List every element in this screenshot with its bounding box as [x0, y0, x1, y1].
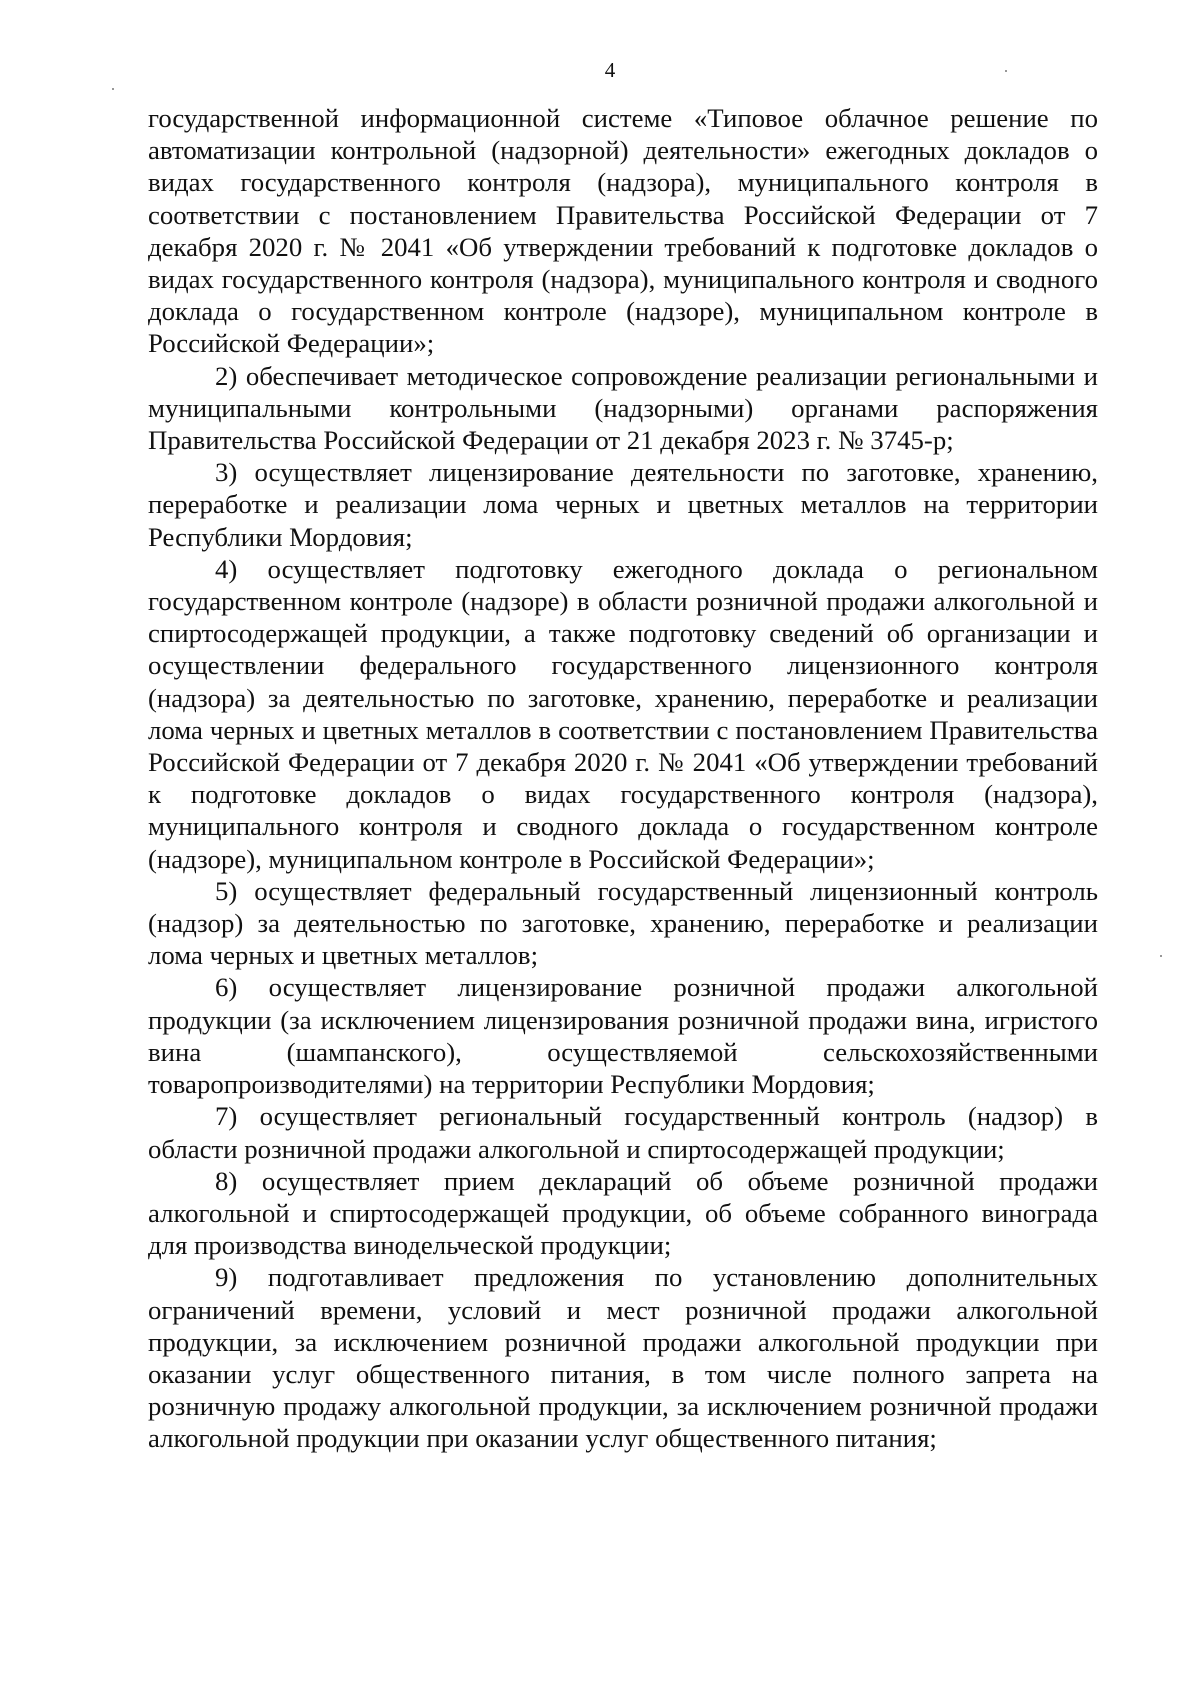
- scan-speck: [1005, 70, 1007, 72]
- paragraph-item-2: 2) обеспечивает методическое сопровождение реализации региональными и муниципальными контрольными (надзорными) органами распоряжения Правительства Российской Федерации от 21 декабря 2023 г. № 3745-р;: [148, 360, 1098, 456]
- paragraph-item-6: 6) осуществляет лицензирование розничной продажи алкогольной продукции (за исключением лицензирования розничной продажи вина, игристого вина (шампанского), осуществляемой сельскохозяйственными товаропроизводителями) на территории Республики Мордовия;: [148, 972, 1098, 1100]
- paragraph-item-3: 3) осуществляет лицензирование деятельности по заготовке, хранению, переработке и реализации лома черных и цветных металлов на территории Республики Мордовия;: [148, 457, 1098, 552]
- paragraph-item-8: 8) осуществляет прием деклараций об объеме розничной продажи алкогольной и спиртосодержащей продукции, об объеме собранного винограда для производства винодельческой продукции;: [148, 1165, 1098, 1261]
- scan-speck: [112, 88, 114, 90]
- scan-speck: [1160, 955, 1162, 957]
- document-body: [148, 102, 1098, 1455]
- paragraph-item-4: 4) осуществляет подготовку ежегодного доклада о региональном государственном контроле (надзоре) в области розничной продажи алкогольной и спиртосодержащей продукции, а также подготовку сведений об организации и осуществлении федерального государственного лицензионного контроля (надзора) за деятельностью по заготовке, хранению, переработке и реализации лома черных и цветных металлов в соответствии с постановлением Правительства Российской Федерации от 7 декабря 2020 г. № 2041 «Об утверждении требований к подготовке докладов о видах государственного контроля (надзора), муниципального контроля и сводного доклада о государственном контроле (надзоре), муниципальном контроле в Российской Федерации»;: [148, 553, 1098, 874]
- paragraph-continuation: государственной информационной системе «Типовое облачное решение по автоматизации контрольной (надзорной) деятельности» ежегодных докладов о видах государственного контроля (надзора), муниципального контроля в соответствии с постановлением Правительства Российской Федерации от 7 декабря 2020 г. № 2041 «Об утверждении требований к подготовке докладов о видах государственного контроля (надзора), муниципального контроля и сводного доклада о государственном контроле (надзоре), муниципальном контроле в Российской Федерации»;: [148, 103, 1098, 359]
- page-number: 4: [604, 58, 616, 82]
- paragraph-item-5: 5) осуществляет федеральный государственный лицензионный контроль (надзор) за деятельностью по заготовке, хранению, переработке и реализации лома черных и цветных металлов;: [148, 875, 1098, 971]
- paragraph-item-9: 9) подготавливает предложения по установлению дополнительных ограничений времени, условий и мест розничной продажи алкогольной продукции, за исключением розничной продажи алкогольной продукции при оказании услуг общественного питания, в том числе полного запрета на розничную продажу алкогольной продукции, за исключением розничной продажи алкогольной продукции при оказании услуг общественного питания;: [148, 1262, 1098, 1454]
- paragraph-item-7: 7) осуществляет региональный государственный контроль (надзор) в области розничной продажи алкогольной и спиртосодержащей продукции;: [148, 1101, 1098, 1164]
